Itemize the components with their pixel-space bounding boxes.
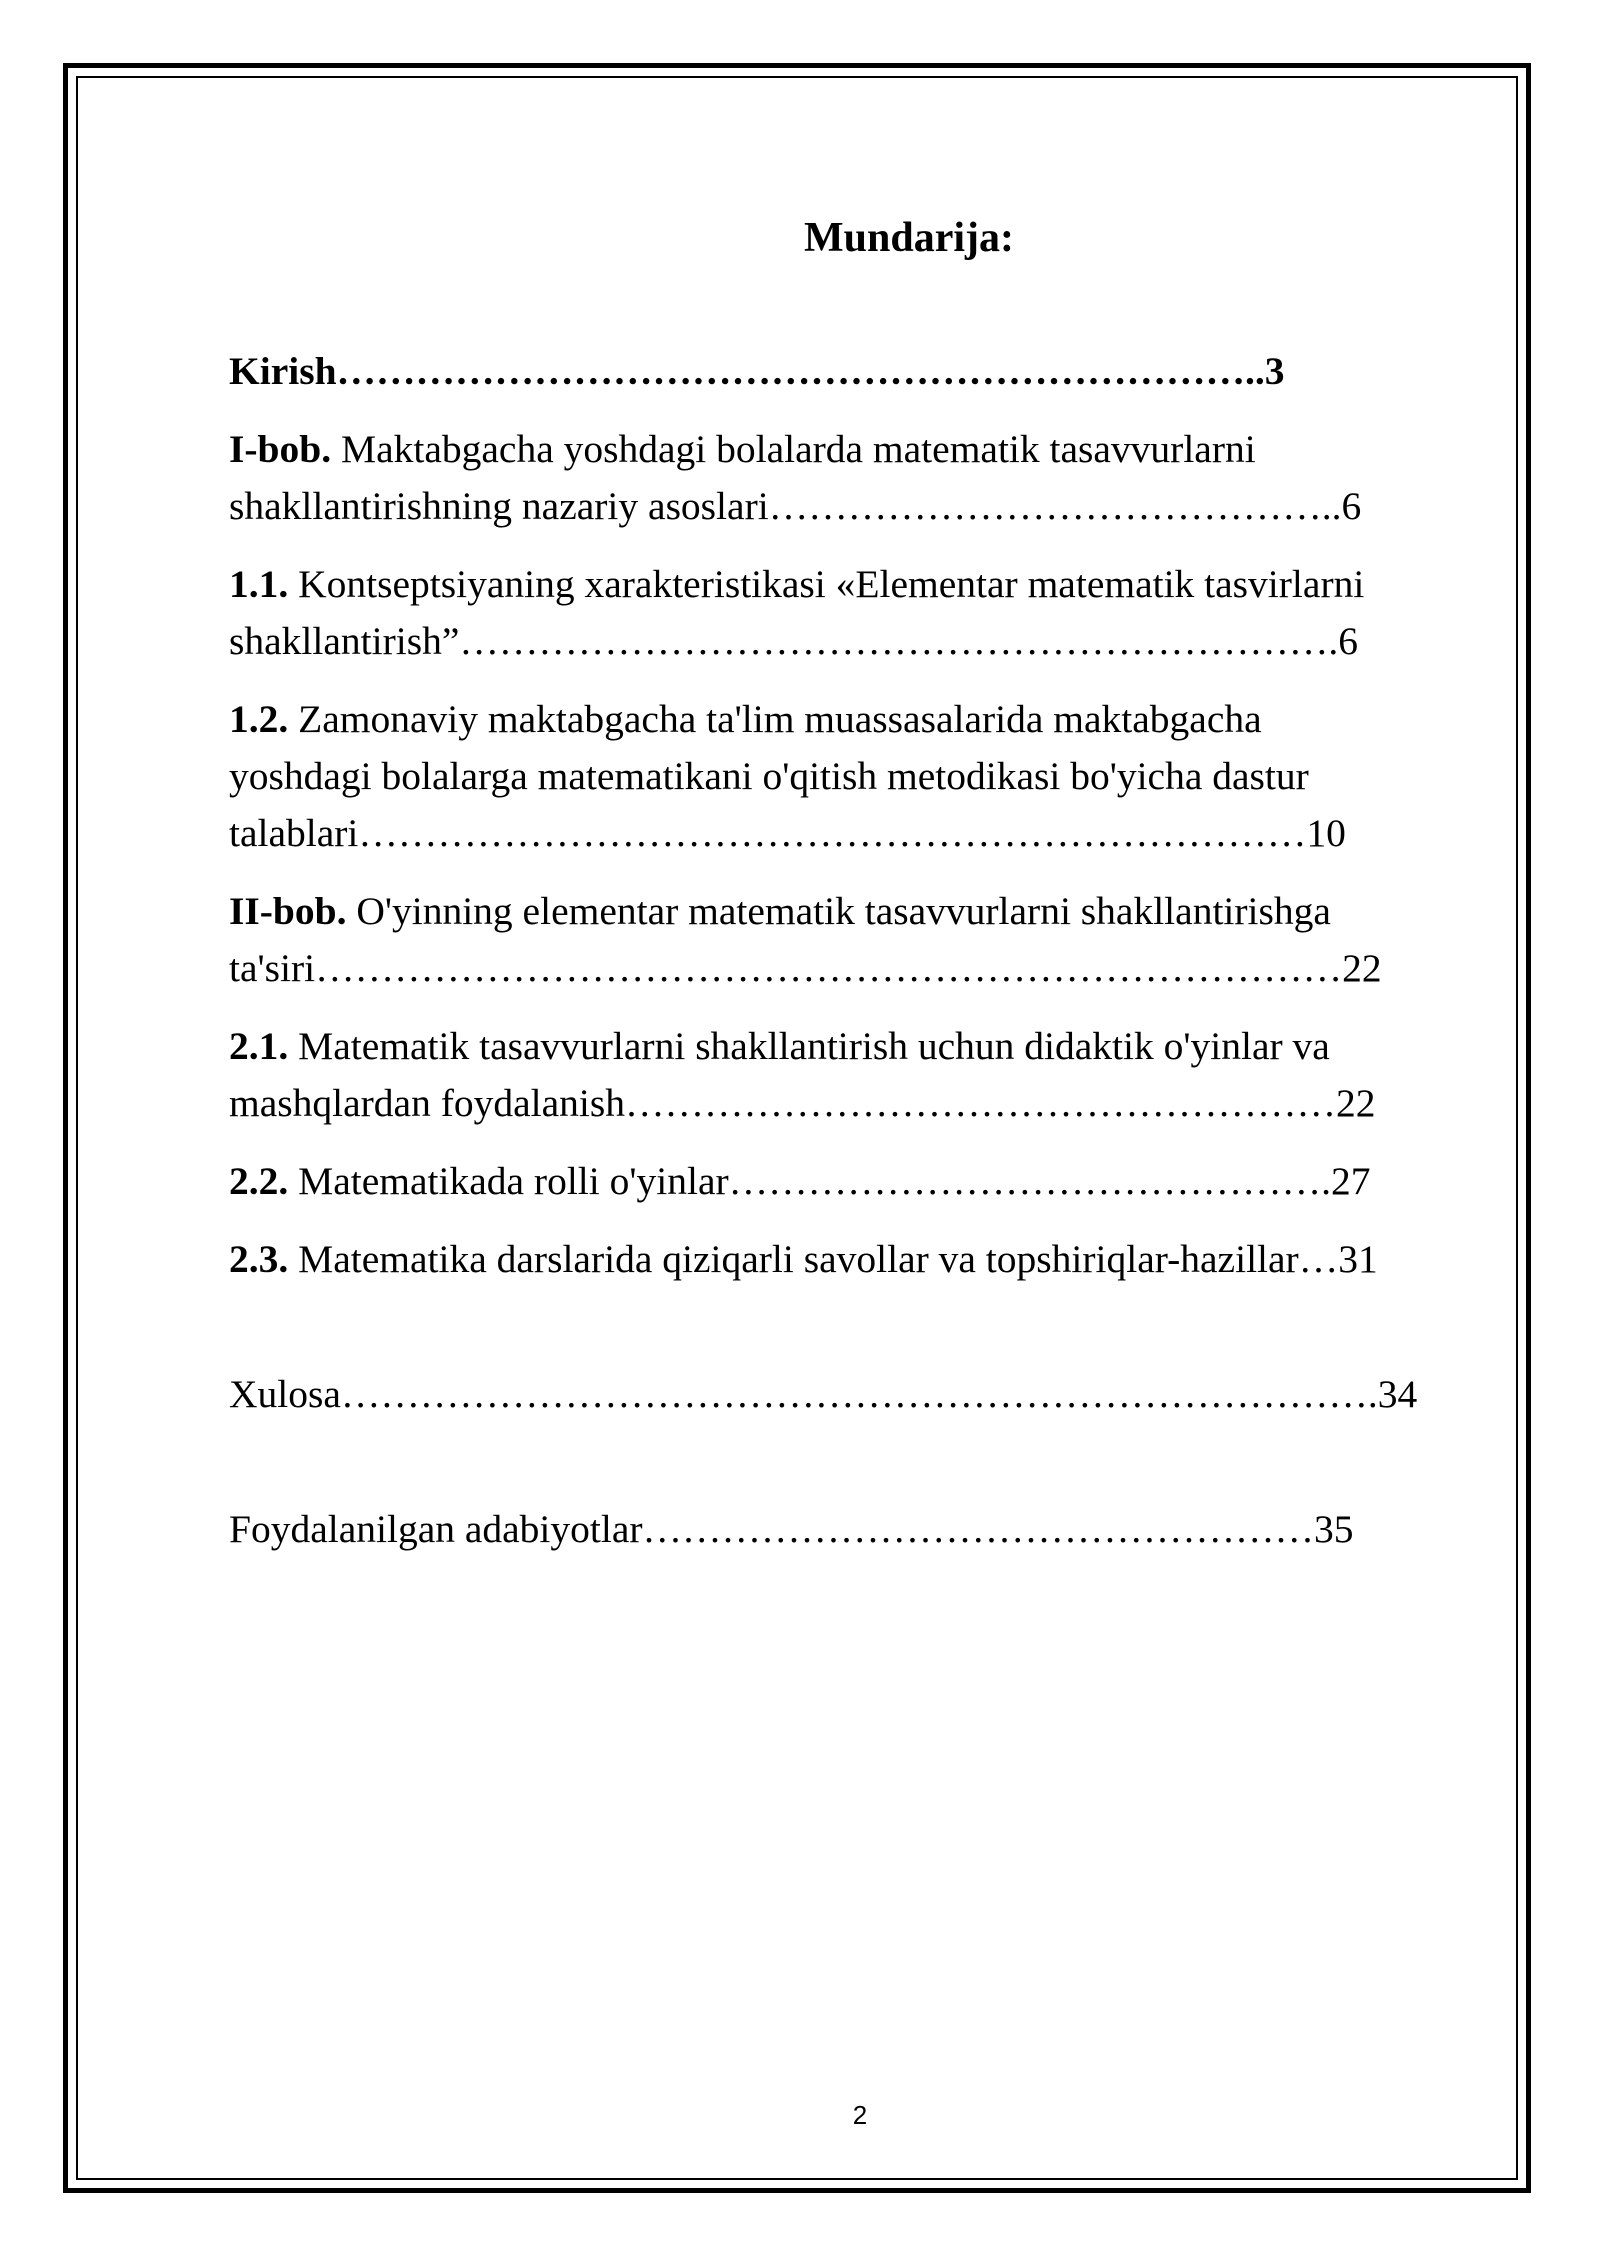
toc-entry-text: Matematik tasavvurlarni shakllantirish uchun didaktik o'yinlar va mashqlardan foydalanish………………………………………………22 [229,1024,1376,1125]
toc-entry-chapter-2 [229,883,1499,997]
toc-entry-text: Foydalanilgan adabiyotlar……………………………………………35 [229,1507,1354,1551]
toc-entry-chapter-1 [229,421,1499,535]
toc-entry-number: 2.1. [229,1024,289,1068]
toc-entry-xulosa [229,1309,1499,1423]
toc-entry-kirish [229,286,1499,400]
toc-entry-text: O'yinning elementar matematik tasavvurlarni shakllantirishga ta'siri……………………………………………………………………22 [229,889,1382,990]
toc-entry-references [229,1444,1499,1558]
page-number: 2 [852,2100,868,2130]
table-of-contents [229,210,1499,1579]
toc-entry-section-2-1 [229,1018,1499,1132]
toc-entry-section-2-3 [229,1231,1499,1288]
toc-entry-text: Kirish……………………………………………………………..3 [229,349,1285,393]
toc-entry-section-2-2 [229,1153,1499,1210]
toc-entry-text: Matematikada rolli o'yinlar……………………………………….27 [288,1159,1371,1203]
toc-entry-number: I-bob. [229,427,332,471]
toc-entry-number: II-bob. [229,889,347,933]
toc-entry-number: 1.1. [229,562,289,606]
toc-entry-text: Maktabgacha yoshdagi bolalarda matematik tasavvurlarni shakllantirishning nazariy asoslari……………………………………..6 [229,427,1362,528]
toc-title: Mundarija: [804,215,1014,261]
toc-entry-text: Zamonaviy maktabgacha ta'lim muassasalarida maktabgacha yoshdagi bolalarga matematikani o'qitish metodikasi bo'yicha dastur talablari………………………………………………………………10 [229,697,1346,855]
toc-entry-text: Matematika darslarida qiziqarli savollar va topshiriqlar-hazillar…31 [288,1237,1378,1281]
toc-entry-section-1-1 [229,556,1499,670]
toc-entry-number: 1.2. [229,697,289,741]
toc-entry-text: Xulosa…………………………………………………………………….34 [229,1372,1418,1416]
toc-entry-text: Kontseptsiyaning xarakteristikasi «Elementar matematik tasvirlarni shakllantirish”………………………………………………………….6 [229,562,1365,663]
toc-entry-section-1-2 [229,691,1499,862]
toc-entry-number: 2.2. [229,1159,289,1203]
toc-entry-number: 2.3. [229,1237,289,1281]
